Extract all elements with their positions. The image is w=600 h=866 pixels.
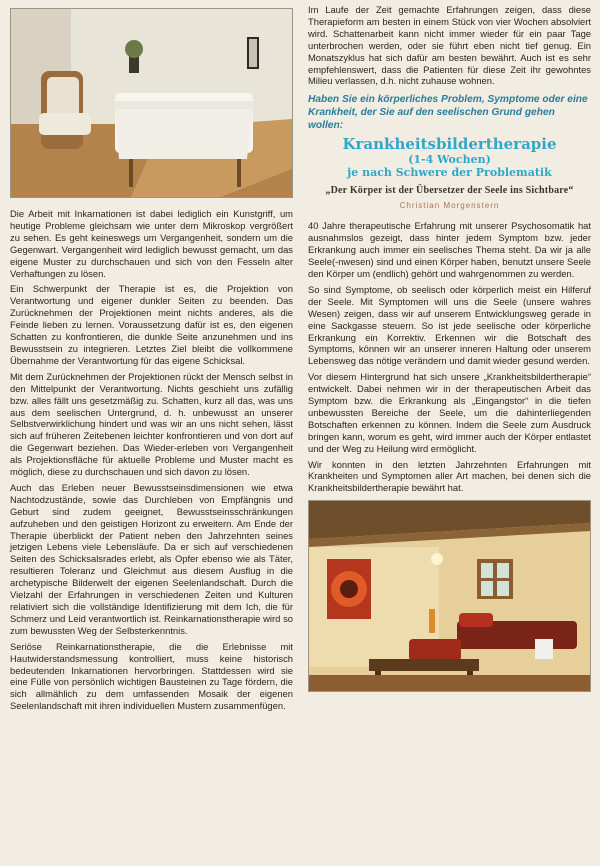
left-paragraph-5: Seriöse Reinkarnationstherapie, die die Erlebnisse mit Hautwiderstandsmessung kontrolliert, muss keine historisch bedeutenden Inkarnationen hervorbringen. Stattdessen wird sie eine Fülle von persönlich wichtigen Bausteinen zu Tage fördern, die sich allmählich zu dem umfassenden Mosaik der eigenen Seelenlandschaft mit ihren individuellen Mustern zusammenfügen. — [10, 640, 293, 712]
therapy-title: Krankheitsbildertherapie — [342, 135, 557, 154]
therapy-title-block — [308, 136, 591, 179]
left-paragraph-2: Ein Schwerpunkt der Therapie ist es, die Projektion von Verantwortung und eigener dunkler Seiten zu beenden. Das Zurücknehmen der Projektionen meint nichts anderes, als die Feinde lieben zu lernen. Voraussetzung dafür ist es, den eigenen Schatten zu konfrontieren, die dunkle Seite anzunehmen und ins Bewusstsein zu integrieren. Letztes Ziel bleibt die vollkommene Übernahme der Verantwortung für das eigene Schicksal. — [10, 283, 293, 366]
left-paragraph-3: Mit dem Zurücknehmen der Projektionen rückt der Mensch selbst in den Mittelpunkt der Verantwortung. Nichts geschieht uns zufällig bzw. alles fällt uns gesetzmäßig zu. Schatten, kurz all das, was uns aus dem seelischen Untergrund, d. h. unbewusst an unserer Selbstverwirklichung hindert und was wir an uns nicht sehen, lässt sich auf früheren Zeitebenen leichter konfrontieren und von dort auf die Gegenwart beziehen. Das Wieder-erleben von Vergangenheit als Projektionsfläche für aktuelle Probleme und Muster macht es möglich, diese zu durchschauen und sich davon zu lösen. — [10, 370, 293, 478]
right-paragraph-4: Wir konnten in den letzten Jahrzehnten Erfahrungen mit Krankheiten und Symptomen aller Art machen, bei denen sich die Krankheitsbildertherapie bewährt hat. — [308, 458, 591, 494]
quote: „Der Körper ist der Übersetzer der Seele ins Sichtbare“ — [325, 185, 574, 197]
right-paragraph-2: So sind Symptome, ob seelisch oder körperlich meist ein Hilferuf der Seele. Mit Symptomen will uns die Seele (unsere wahres Wesen) zeigen, dass wir auf unserem Entwicklungsweg gerade in eine Sackgasse steuern. So ist jede seelische oder körperliche Erkrankung ein Korrektiv. Erkennen wir die Botschaft des Symptoms, können wir an unserer inneren Haltung oder unserem Lebensweg das nötige verändern und damit wieder gesund werden. — [308, 283, 591, 367]
therapy-subtitle: je nach Schwere der Problematik — [347, 166, 552, 180]
therapy-duration: (1-4 Wochen) — [408, 153, 491, 167]
right-intro-paragraph: Im Laufe der Zeit gemachte Erfahrungen zeigen, dass diese Therapieform am besten in einem Stück von vier Wochen absolviert wird. Schattenarbeit kann nicht immer wieder für ein paar Tage unterbrochen werden, oder sie führt eben nicht tief genug. Ein Monatszyklus hat sich dafür am besten bewährt. Auch ist es sehr empfehlenswert, dass die Patienten für diese Zeit ihr gewohntes Milieu verlassen, d.h. nicht zuhause wohnen. — [308, 4, 591, 87]
lounge-room-photo — [308, 500, 591, 692]
therapy-room-illustration — [11, 9, 292, 197]
left-paragraph-1: Die Arbeit mit Inkarnationen ist dabei lediglich ein Kunstgriff, um heutige Probleme gleichsam wie unter dem Mikroskop vergrößert zu sehen. Es geht keineswegs um Vergangenheit, sondern um die Gegenwart. Vergangenheit wird lediglich bewusst gemacht, um das eigene Muster zu durchschauen und sich von den Fesseln alter Verhaftungen zu lösen. — [10, 208, 293, 279]
lounge-room-illustration — [309, 501, 590, 691]
right-paragraph-3: Vor diesem Hintergrund hat sich unsere „Krankheitsbildertherapie“ entwickelt. Dabei nehmen wir in der therapeutischen Arbeit das Symptom bzw. die Erkrankung als „Eingangstor“ in die tiefen unbewussten Bereiche der Seele, um die dahinterliegenden Botschaften erkennen zu können. Indem die Seele zum Ausdruck bringen kann, worum es geht, wird immer auch der Körper entlastet und der Weg zu Heilung wird ermöglicht. — [308, 371, 591, 454]
therapy-room-photo — [10, 8, 293, 198]
quote-author: Christian Morgenstern — [399, 201, 500, 211]
left-column — [10, 8, 293, 716]
left-paragraph-4: Auch das Erleben neuer Bewusstseinsdimensionen wie etwa Nachtodzustände, sowie das Durchleben von Empfängnis und Geburt sind zudem geeignet, Bewusstseinsschränkungen aufzuheben und den geistigen Horizont zu erweitern. Am Ende der Therapie überblickt der Patient neben den Jahrzehnten seines jetzigen Lebens viele Lebensläufe. Da er sich auf verschiedenen Seiten des Schicksalsrades erlebt, als Opfer ebenso wie als Täter, resultieren Toleranz und Gleichmut aus diesem Ausflug in die archetypische Bilderwelt der eigenen Seelenlandschaft. Durch die Vielzahl der Erfahrungen in verschiedenen Zeiten und Kulturen relativiert sich die vollständige Identifizierung mit dem Ich, die für Schmerz und Leid verantwortlich ist. Reinkarnationstherapie wird so zum bewussten Weg der Selbsterkenntnis. — [10, 481, 293, 636]
right-column — [308, 4, 591, 692]
right-paragraph-1: 40 Jahre therapeutische Erfahrung mit unserer Psychosomatik hat ausnahmslos gezeigt, dass hinter jedem Symptom bzw. jeder Erkrankung auch immer ein seelisches Thema steht. Da wir ja alle Seele(-nwesen) sind und einen Körper haben, benutzt unsere Seele den Körper um (endlich) gehört und wahrgenommen zu werden. — [308, 220, 591, 279]
question-heading: Haben Sie ein körperliches Problem, Symptome oder eine Krankheit, der Sie auf den seelischen Grund gehen wollen: — [308, 94, 588, 132]
